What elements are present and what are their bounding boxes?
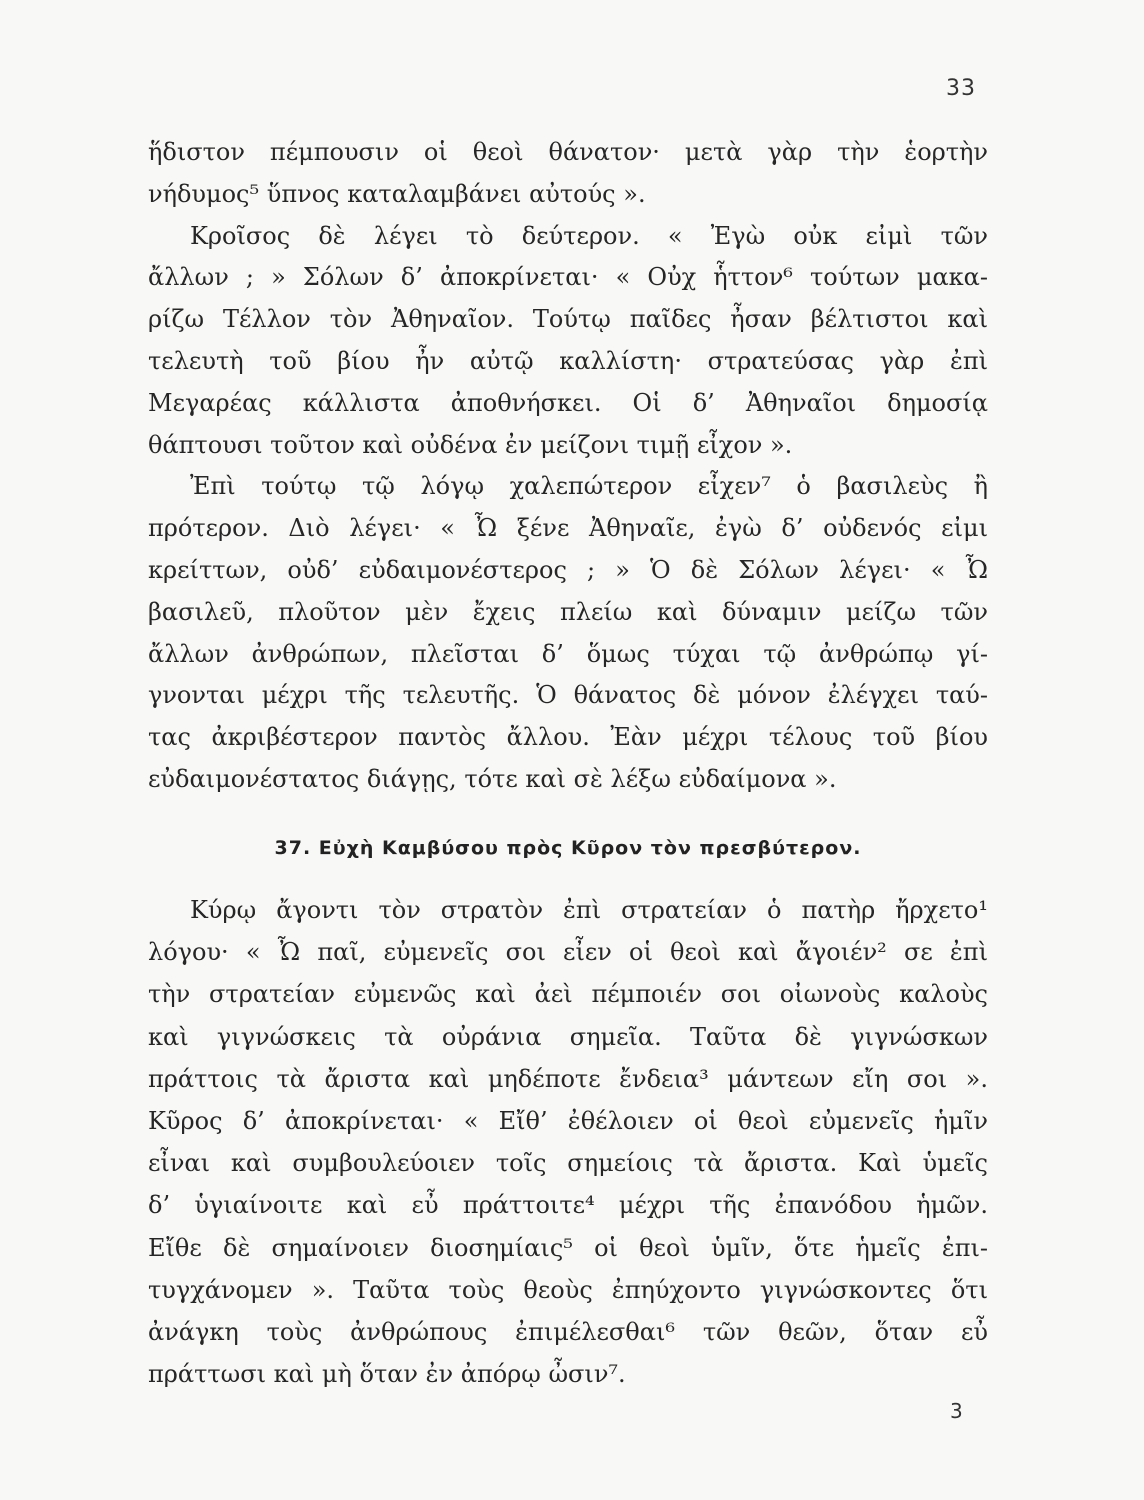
text-line: Μεγαρέας κάλλιστα ἀποθνήσκει. Οἱ δ’ Ἀθηναῖοι δημοσίᾳ bbox=[148, 388, 988, 417]
text-line: τελευτὴ τοῦ βίου ἦν αὐτῷ καλλίστη· στρατεύσας γὰρ ἐπὶ bbox=[148, 346, 988, 375]
text-line: λόγου· « Ὦ παῖ, εὐμενεῖς σοι εἶεν οἱ θεοὶ καὶ ἄγοιέν² σε ἐπὶ bbox=[148, 938, 988, 967]
text-line: τυγχάνομεν ». Ταῦτα τοὺς θεοὺς ἐπηύχοντο γιγνώσκοντες ὅτι bbox=[148, 1275, 988, 1304]
text-line: καὶ γιγνώσκεις τὰ οὐράνια σημεῖα. Ταῦτα δὲ γιγνώσκων bbox=[148, 1022, 988, 1051]
paragraph-first-line: Ἐπὶ τούτῳ τῷ λόγῳ χαλεπώτερον εἶχεν⁷ ὁ βασιλεὺς ἢ bbox=[190, 472, 988, 501]
text-line: πρότερον. Διὸ λέγει· « Ὦ ξένε Ἀθηναῖε, ἐγὼ δ’ οὐδενός εἰμι bbox=[148, 514, 988, 543]
text-line: Εἴθε δὲ σημαίνοιεν διοσημίαις⁵ οἱ θεοὶ ὑμῖν, ὅτε ἡμεῖς ἐπι- bbox=[148, 1233, 988, 1262]
text-line: θάπτουσι τοῦτον καὶ οὐδένα ἐν μείζονι τιμῇ εἶχον ». bbox=[148, 430, 793, 459]
text-line: εἶναι καὶ συμβουλεύοιεν τοῖς σημείοις τὰ ἄριστα. Καὶ ὑμεῖς bbox=[148, 1149, 988, 1178]
text-line: ἄλλων ἀνθρώπων, πλεῖσται δ’ ὅμως τύχαι τῷ ἀνθρώπῳ γί- bbox=[148, 639, 988, 668]
text-line: γνονται μέχρι τῆς τελευτῆς. Ὁ θάνατος δὲ μόνον ἐλέγχει ταύ- bbox=[148, 681, 988, 710]
text-line: κρείττων, οὐδ’ εὐδαιμονέστερος ; » Ὁ δὲ Σόλων λέγει· « Ὦ bbox=[148, 555, 988, 584]
text-line: ἀνάγκη τοὺς ἀνθρώπους ἐπιμέλεσθαι⁶ τῶν θεῶν, ὅταν εὖ bbox=[148, 1317, 988, 1346]
section-heading: 37. Εὐχὴ Καμβύσου πρὸς Κῦρον τὸν πρεσβύτερον. bbox=[274, 837, 862, 859]
section-text-block bbox=[148, 889, 988, 1395]
text-line: πράττωσι καὶ μὴ ὅταν ἐν ἀπόρῳ ὦσιν⁷. bbox=[148, 1360, 626, 1389]
text-line: εὐδαιμονέστατος διάγῃς, τότε καὶ σὲ λέξω εὐδαίμονα ». bbox=[148, 764, 837, 793]
body-text-block bbox=[148, 132, 988, 801]
paragraph-first-line: Κροῖσος δὲ λέγει τὸ δεύτερον. « Ἐγὼ οὐκ εἰμὶ τῶν bbox=[190, 221, 988, 250]
page-number: 33 bbox=[946, 76, 976, 101]
text-line: Κῦρος δ’ ἀποκρίνεται· « Εἴθ’ ἐθέλοιεν οἱ θεοὶ εὐμενεῖς ἡμῖν bbox=[148, 1106, 988, 1135]
text-line: ἄλλων ; » Σόλων δ’ ἀποκρίνεται· « Οὐχ ἧττον⁶ τούτων μακα- bbox=[148, 263, 988, 292]
text-line: πράττοις τὰ ἄριστα καὶ μηδέποτε ἔνδεια³ μάντεων εἴη σοι ». bbox=[148, 1064, 988, 1093]
text-line: ρίζω Τέλλον τὸν Ἀθηναῖον. Τούτῳ παῖδες ἦσαν βέλτιστοι καὶ bbox=[148, 305, 988, 334]
text-line: τας ἀκριβέστερον παντὸς ἄλλου. Ἐὰν μέχρι τέλους τοῦ βίου bbox=[148, 723, 988, 752]
paragraph-first-line: Κύρῳ ἄγοντι τὸν στρατὸν ἐπὶ στρατείαν ὁ πατὴρ ἤρχετο¹ bbox=[190, 896, 988, 924]
text-line: νήδυμος⁵ ὕπνος καταλαμβάνει αὐτούς ». bbox=[148, 179, 646, 208]
signature-mark: 3 bbox=[950, 1399, 963, 1423]
text-line: βασιλεῦ, πλοῦτον μὲν ἔχεις πλείω καὶ δύναμιν μείζω τῶν bbox=[148, 597, 988, 626]
text-line: τὴν στρατείαν εὐμενῶς καὶ ἀεὶ πέμποιέν σοι οἰωνοὺς καλοὺς bbox=[148, 980, 988, 1009]
text-line: δ’ ὑγιαίνοιτε καὶ εὖ πράττοιτε⁴ μέχρι τῆς ἐπανόδου ἡμῶν. bbox=[148, 1191, 988, 1220]
text-line: ἥδιστον πέμπουσιν οἱ θεοὶ θάνατον· μετὰ γὰρ τὴν ἑορτὴν bbox=[148, 138, 988, 166]
